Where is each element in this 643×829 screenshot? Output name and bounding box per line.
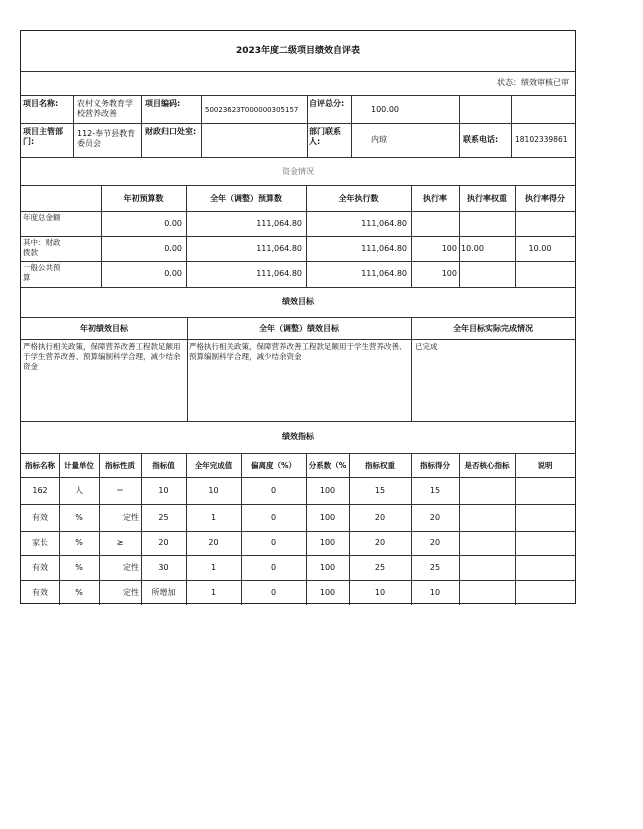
funds-row-executed: 111,064.80: [361, 244, 407, 253]
funds-header-score: 执行率得分: [525, 194, 565, 203]
ind-row-score: 20: [429, 538, 441, 547]
ind-row-coef: 100: [319, 513, 336, 522]
ind-row-name: 有效: [32, 563, 48, 572]
dept-label: 项目主管部门:: [23, 127, 63, 146]
phone-value: 18102339861: [515, 135, 568, 144]
funds-header-executed: 全年执行数: [338, 194, 379, 203]
funds-header-weight: 执行率权重: [467, 194, 507, 203]
ind-row-weight: 20: [374, 538, 386, 547]
ind-row-unit: 人: [75, 486, 83, 495]
ind-row-nature: ＝: [116, 486, 124, 495]
funds-row-rate: 100: [441, 269, 457, 278]
funds-row-adjusted: 111,064.80: [256, 219, 302, 228]
goals-adjusted-text: 严格执行相关政策，保障营养改善工程款足额用于学生营养改善、预算编制科学合理，减少结余资金: [189, 342, 407, 361]
ind-row-name: 家长: [32, 538, 48, 547]
ind-row-unit: %: [75, 563, 83, 572]
goals-section-title: 绩效目标: [282, 297, 314, 306]
ind-header-dev: 偏离度（%）: [250, 461, 296, 470]
project-name-value: 农村义务教育学校营养改善: [77, 99, 133, 118]
ind-row-dev: 0: [270, 538, 277, 547]
funds-row-adjusted: 111,064.80: [256, 269, 302, 278]
ind-row-name: 有效: [32, 588, 48, 597]
ind-row-score: 15: [429, 486, 441, 495]
ind-row-score: 25: [429, 563, 441, 572]
funds-row-initial: 0.00: [164, 219, 182, 228]
ind-row-value: 25: [158, 513, 169, 522]
ind-row-value: 30: [158, 563, 169, 572]
ind-row-nature: 定性: [123, 588, 139, 597]
ind-row-value: 20: [158, 538, 169, 547]
ind-row-weight: 25: [374, 563, 386, 572]
ind-row-weight: 10: [374, 588, 386, 597]
ind-header-name: 指标名称: [25, 461, 55, 470]
ind-row-done: 20: [208, 538, 219, 547]
project-name-label: 项目名称:: [23, 99, 59, 108]
funds-row-initial: 0.00: [164, 269, 182, 278]
finance-label: 财政归口处室:: [145, 127, 197, 136]
funds-header-initial: 年初预算数: [123, 194, 164, 203]
ind-row-coef: 100: [319, 486, 336, 495]
ind-row-done: 1: [210, 513, 217, 522]
ind-row-done: 1: [210, 563, 217, 572]
indicators-section-title: 绩效指标: [282, 432, 314, 441]
ind-row-nature: ≥: [116, 538, 124, 547]
contact-label: 部门联系人:: [309, 127, 341, 146]
funds-section-title: 资金情况: [282, 167, 314, 176]
ind-header-unit: 计量单位: [64, 461, 94, 470]
ind-row-value: 10: [158, 486, 169, 495]
phone-label: 联系电话:: [463, 135, 499, 144]
form-title: 2023年度二级项目绩效自评表: [235, 46, 361, 56]
goals-initial-text: 严格执行相关政策，保障营养改善工程款足额用于学生营养改善、预算编制科学合理，减少结余资金: [23, 342, 181, 371]
ind-header-core: 是否核心指标: [464, 461, 510, 470]
project-code-label: 项目编码:: [145, 99, 181, 108]
ind-row-dev: 0: [270, 486, 277, 495]
ind-row-unit: %: [75, 513, 83, 522]
ind-header-coef: 分系数（%: [308, 461, 347, 470]
project-code-value: 50023623T000000305157: [205, 106, 299, 114]
ind-row-score: 20: [429, 513, 441, 522]
evaluation-form: [20, 30, 576, 604]
ind-row-nature: 定性: [123, 513, 139, 522]
funds-row-label: 年度总金额: [23, 213, 61, 222]
dept-value: 112-奉节县教育委员会: [77, 129, 136, 148]
ind-row-unit: %: [75, 538, 83, 547]
goals-header-actual: 全年目标实际完成情况: [453, 324, 533, 333]
self-score-label: 自评总分:: [309, 99, 345, 108]
funds-header-adjusted: 全年（调整）预算数: [210, 194, 282, 203]
ind-row-score: 10: [429, 588, 441, 597]
funds-row-executed: 111,064.80: [361, 219, 407, 228]
goals-header-adjusted: 全年（调整）绩效目标: [259, 324, 339, 333]
self-score-value: 100.00: [371, 105, 399, 114]
ind-row-value: 所增加: [151, 588, 176, 597]
funds-header-rate: 执行率: [423, 194, 447, 203]
ind-row-done: 1: [210, 588, 217, 597]
ind-header-score: 指标得分: [420, 461, 450, 470]
ind-header-note: 说明: [537, 461, 553, 470]
ind-row-name: 有效: [32, 513, 48, 522]
ind-row-name: 162: [32, 486, 48, 495]
goals-header-initial: 年初绩效目标: [80, 324, 128, 333]
ind-row-coef: 100: [319, 538, 336, 547]
ind-header-done: 全年完成值: [194, 461, 233, 470]
ind-row-done: 10: [208, 486, 219, 495]
ind-header-value: 指标值: [152, 461, 175, 470]
ind-row-weight: 15: [374, 486, 386, 495]
ind-row-coef: 100: [319, 563, 336, 572]
ind-header-weight: 指标权重: [365, 461, 395, 470]
funds-row-label: 一般公共预算: [23, 263, 61, 282]
ind-row-dev: 0: [270, 563, 277, 572]
goals-actual-text: 已完成: [415, 342, 438, 351]
funds-row-executed: 111,064.80: [361, 269, 407, 278]
funds-row-initial: 0.00: [164, 244, 182, 253]
funds-row-rate: 100: [441, 244, 457, 253]
ind-row-nature: 定性: [123, 563, 139, 572]
ind-row-dev: 0: [270, 513, 277, 522]
ind-header-nature: 指标性质: [105, 461, 135, 470]
funds-row-label: 其中：财政拨款: [23, 238, 61, 257]
ind-row-coef: 100: [319, 588, 336, 597]
contact-value: 内琼: [371, 135, 387, 144]
funds-row-score: 10.00: [528, 244, 552, 253]
status-text: 状态：绩效审核已审: [497, 78, 569, 87]
funds-row-adjusted: 111,064.80: [256, 244, 302, 253]
ind-row-dev: 0: [270, 588, 277, 597]
ind-row-unit: %: [75, 588, 83, 597]
funds-row-weight: 10.00: [461, 244, 484, 253]
ind-row-weight: 20: [374, 513, 386, 522]
